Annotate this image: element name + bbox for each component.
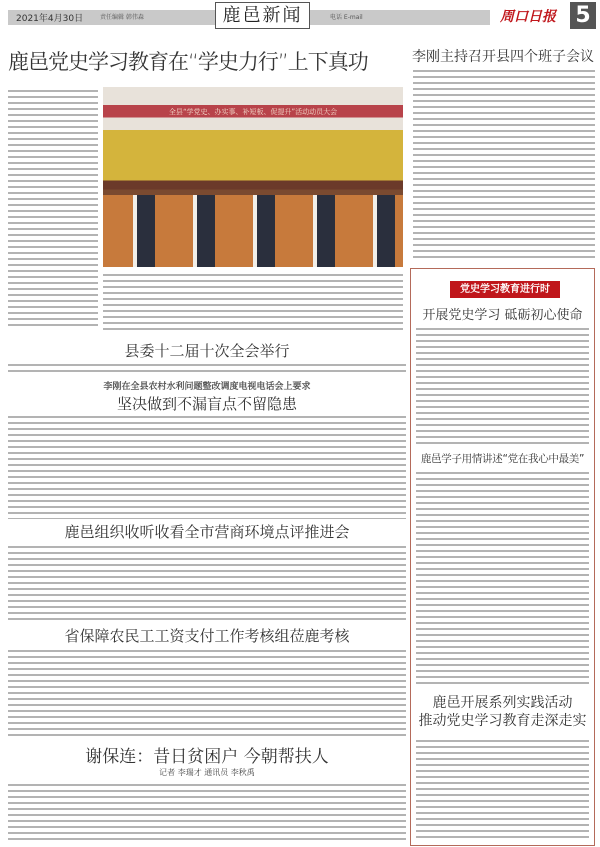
box-body <box>416 326 589 446</box>
box-body <box>416 738 589 842</box>
page-number: 5 <box>570 2 596 29</box>
contact-info: 电话 E-mail <box>330 14 363 21</box>
meeting-photo <box>103 87 403 267</box>
box-headline: 开展党史学习 砥砺初心使命 <box>422 308 583 323</box>
box-headline: 鹿邑开展系列实践活动 <box>432 695 573 711</box>
article-body <box>8 362 406 376</box>
editor-credit: 责任编辑 韩伟森 <box>100 14 144 21</box>
article-byline: 记者 李瑞才 通讯员 李秋禹 <box>159 768 255 777</box>
photo-banner: 全县“学党史、办实事、补短板、促提升”活动动员大会 <box>168 108 338 116</box>
column-tag: 党史学习教育进行时 <box>450 281 560 298</box>
article-headline: 县委十二届十次全会举行 <box>124 342 290 360</box>
box-body <box>416 470 589 688</box>
issue-date: 2021年4月30日 <box>16 14 84 24</box>
main-body-text-2 <box>103 272 403 332</box>
right-body-text <box>413 68 595 262</box>
paper-logo: 周口日报 <box>500 9 556 25</box>
article-body <box>8 414 406 519</box>
box-headline: 推动党史学习教育走深走实 <box>418 713 587 729</box>
article-headline: 坚决做到不漏盲点不留隐患 <box>116 395 297 413</box>
photo-audience <box>103 195 403 267</box>
main-headline: 鹿邑党史学习教育在“学史力行”上下真功 <box>8 50 368 74</box>
right-headline: 李刚主持召开县四个班子会议 <box>412 49 594 65</box>
section-title: 鹿邑新闻 <box>215 2 310 29</box>
article-body <box>8 782 406 844</box>
article-headline: 省保障农民工工资支付工作考核组莅鹿考核 <box>64 627 350 645</box>
main-body-text <box>8 88 98 328</box>
article-body <box>8 648 406 738</box>
article-headline: 谢保连：昔日贫困户 今朝帮扶人 <box>85 747 329 767</box>
box-headline: 鹿邑学子用情讲述“党在我心中最美” <box>420 453 585 465</box>
article-subhead: 李刚在全县农村水利问题整改调度电视电话会上要求 <box>103 382 311 392</box>
article-body <box>8 544 406 624</box>
article-headline: 鹿邑组织收听收看全市营商环境点评推进会 <box>64 523 350 541</box>
